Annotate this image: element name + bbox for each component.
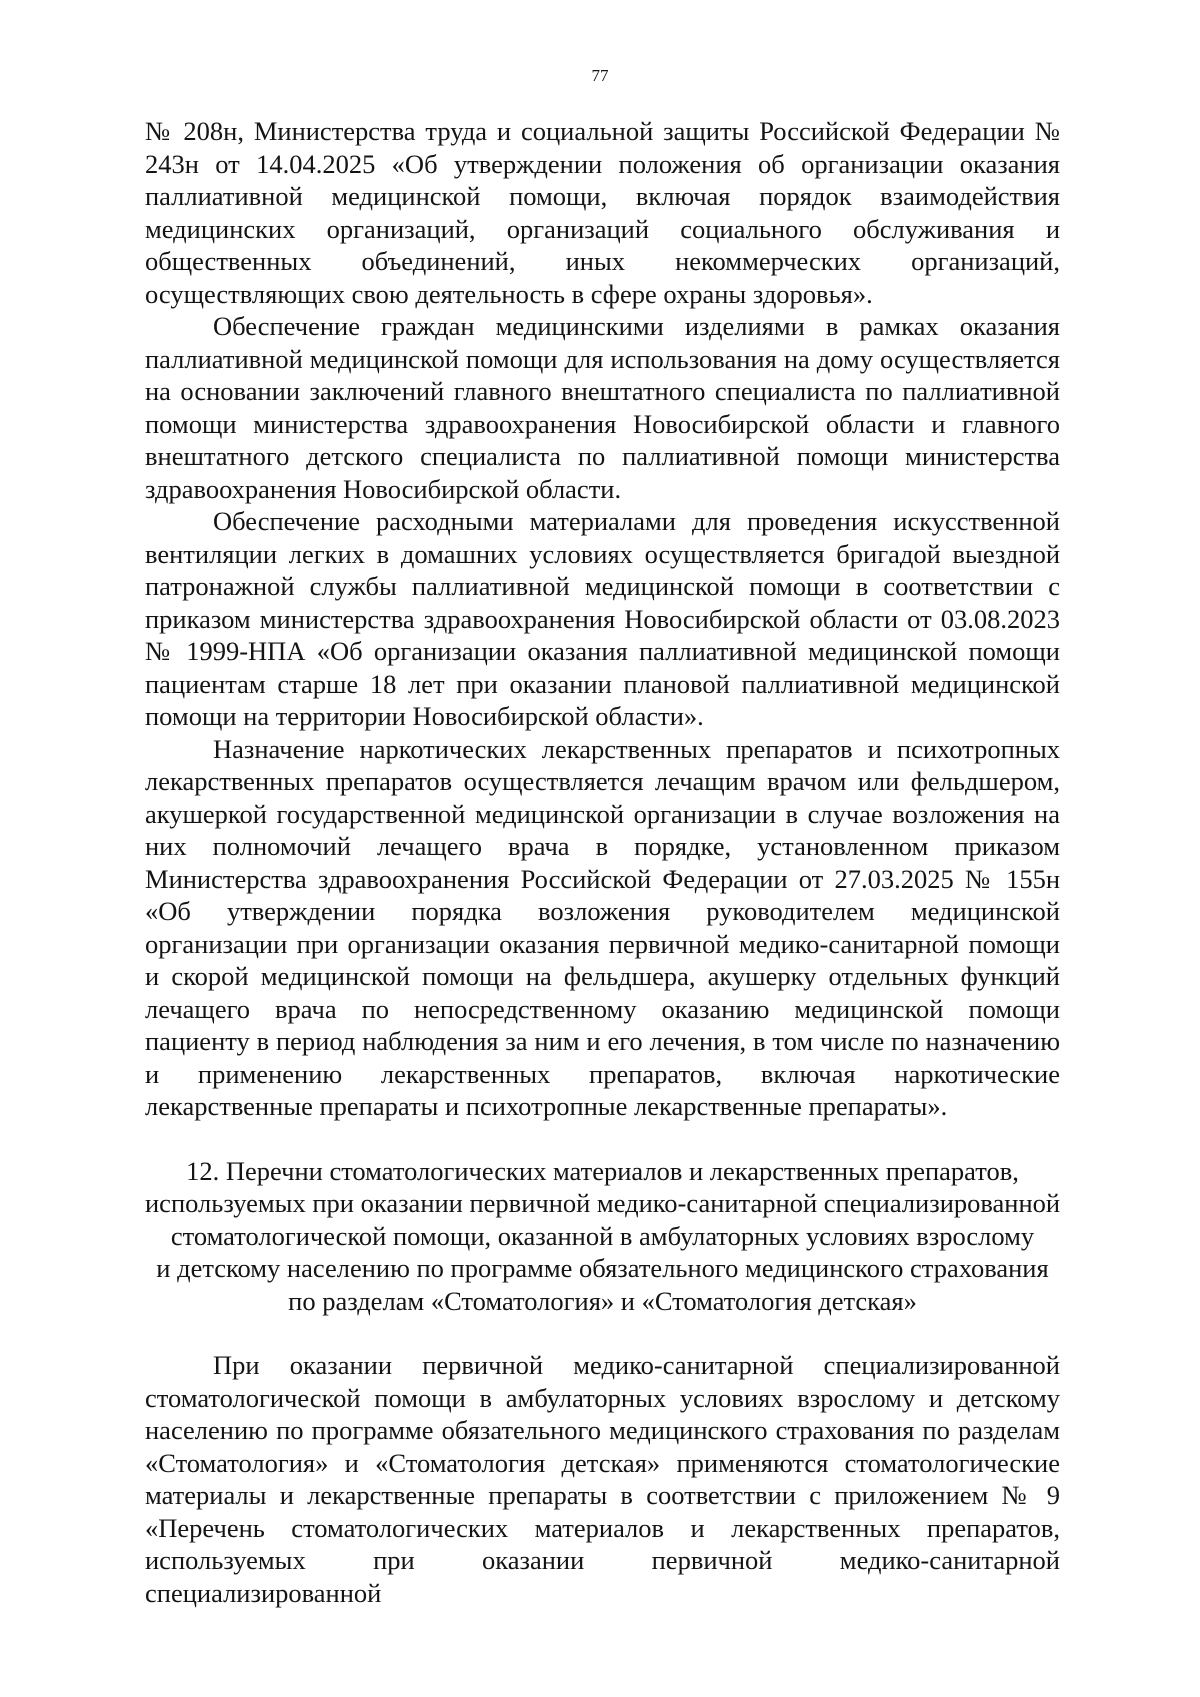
section-heading-line: стоматологической помощи, оказанной в амбулаторных условиях взрослому [170, 1220, 1035, 1251]
paragraph-dental-materials: При оказании первичной медико-санитарной специализированной стоматологической помощи в амбулаторных условиях взрослому и детскому населению по программе обязательного медицинского страхования по разделам «Стоматология» и «Стоматология детская» применяются стоматологические материалы и лекарственные препараты в соответствии с приложением № 9 «Перечень стоматологических материалов и лекарственных препаратов, используемых при оказании первичной медико-санитарной специализированной [145, 1350, 1060, 1608]
paragraph-continuation: № 208н, Министерства труда и социальной защиты Российской Федерации № 243н от 14.04.2025 «Об утверждении положения об организации оказания паллиативной медицинской помощи, включая порядок взаимодействия медицинских организаций, организаций социального обслуживания и общественных объединений, иных некоммерческих организаций, осуществляющих свою деятельность в сфере охраны здоровья». [145, 116, 1060, 309]
section-heading-line: по разделам «Стоматология» и «Стоматология детская» [288, 1285, 917, 1316]
document-body [145, 115, 1060, 1609]
paragraph-ventilation-supplies: Обеспечение расходными материалами для проведения искусственной вентиляции легких в домашних условиях осуществляется бригадой выездной патронажной службы паллиативной медицинской помощи в соответствии с приказом министерства здравоохранения Новосибирской области от 03.08.2023 № 1999-НПА «Об организации оказания паллиативной медицинской помощи пациентам старше 18 лет при оказании плановой паллиативной медицинской помощи на территории Новосибирской области». [145, 506, 1060, 731]
paragraph-medical-devices: Обеспечение граждан медицинскими изделиями в рамках оказания паллиативной медицинской помощи для использования на дому осуществляется на основании заключений главного внештатного специалиста по паллиативной помощи министерства здравоохранения Новосибирской области и главного внештатного детского специалиста по паллиативной помощи министерства здравоохранения Новосибирской области. [145, 311, 1060, 504]
paragraph-narcotic-prescription: Назначение наркотических лекарственных препаратов и психотропных лекарственных препаратов осуществляется лечащим врачом или фельдшером, акушеркой государственной медицинской организации в случае возложения на них полномочий лечащего врача в порядке, установленном приказом Министерства здравоохранения Российской Федерации от 27.03.2025 № 155н «Об утверждении порядка возложения руководителем медицинской организации при организации оказания первичной медико-санитарной помощи и скорой медицинской помощи на фельдшера, акушерку отдельных функций лечащего врача по непосредственному оказанию медицинской помощи пациенту в период наблюдения за ним и его лечения, в том числе по назначению и применению лекарственных препаратов, включая наркотические лекарственные препараты и психотропные лекарственные препараты». [145, 733, 1060, 1121]
section-heading-line: и детскому населению по программе обязательного медицинского страхования [156, 1253, 1049, 1283]
page-number: 77 [591, 66, 609, 85]
section-heading-line: используемых при оказании первичной медико-санитарной специализированной [145, 1188, 1061, 1218]
section-heading-line: 12. Перечни стоматологических материалов и лекарственных препаратов, [186, 1155, 1019, 1186]
section-heading [145, 1123, 1060, 1350]
